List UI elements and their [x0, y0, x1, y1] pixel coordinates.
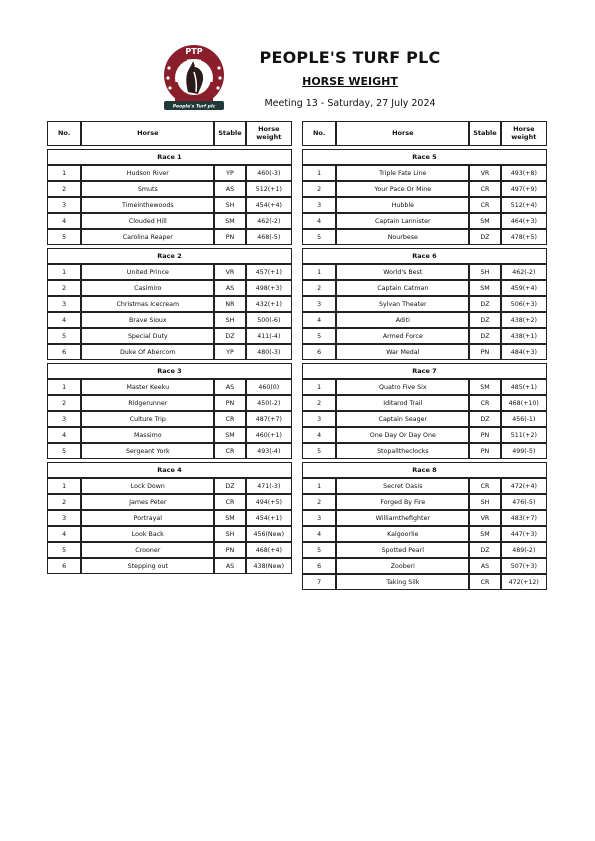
horse-weight: 472(+12) — [501, 574, 547, 590]
horse-number: 6 — [302, 558, 336, 574]
horse-weight: 457(+1) — [246, 264, 292, 280]
header-weight-label: Horse weight — [256, 125, 282, 141]
race-header-row — [47, 248, 292, 264]
horse-number: 1 — [47, 379, 81, 395]
table-row — [302, 558, 547, 574]
race-header-row — [302, 248, 547, 264]
horse-weight: 462(-2) — [501, 264, 547, 280]
column-header-row — [47, 121, 292, 146]
horse-weight: 478(+5) — [501, 229, 547, 245]
stable-code: AS — [214, 558, 245, 574]
horse-name: Carolina Reaper — [81, 229, 214, 245]
header-weight-label: Horse weight — [511, 125, 537, 141]
horse-name: Lock Down — [81, 478, 214, 494]
horse-number: 3 — [47, 296, 81, 312]
horse-number: 5 — [302, 542, 336, 558]
table-row — [47, 510, 292, 526]
horse-number: 4 — [47, 312, 81, 328]
horse-number: 4 — [47, 427, 81, 443]
horse-weight: 489(-2) — [501, 542, 547, 558]
horse-name: World's Best — [336, 264, 469, 280]
horse-number: 6 — [302, 344, 336, 360]
horse-weight: 454(+4) — [246, 197, 292, 213]
logo-banner: People's Turf plc — [172, 104, 216, 110]
horse-number: 4 — [302, 213, 336, 229]
stable-code: CR — [469, 197, 500, 213]
horse-name: Smuts — [81, 181, 214, 197]
stable-code: AS — [469, 558, 500, 574]
horse-weight: 472(+4) — [501, 478, 547, 494]
horse-weight: 460(+1) — [246, 427, 292, 443]
header-stable: Stable — [469, 121, 500, 146]
table-row — [47, 494, 292, 510]
table-row — [302, 427, 547, 443]
table-row — [302, 411, 547, 427]
horse-name: Duke Of Abercorn — [81, 344, 214, 360]
horse-name: Armed Force — [336, 328, 469, 344]
stable-code: VR — [469, 510, 500, 526]
header-stable: Stable — [214, 121, 245, 146]
horse-weight: 511(+2) — [501, 427, 547, 443]
horse-name: One Day Or Day One — [336, 427, 469, 443]
horse-name: Christmas Icecream — [81, 296, 214, 312]
stable-code: SM — [469, 213, 500, 229]
horse-weight: 438(New) — [246, 558, 292, 574]
column-header-row — [302, 121, 547, 146]
race-title: Race 6 — [302, 248, 547, 264]
table-row — [302, 494, 547, 510]
horse-number: 4 — [47, 213, 81, 229]
table-row — [47, 542, 292, 558]
horse-number: 1 — [47, 264, 81, 280]
race-header-row — [47, 363, 292, 379]
table-row — [47, 296, 292, 312]
stable-code: PN — [469, 344, 500, 360]
stable-code: CR — [469, 478, 500, 494]
horse-weight: 468(+10) — [501, 395, 547, 411]
horse-number: 2 — [302, 395, 336, 411]
horse-number: 1 — [302, 478, 336, 494]
horse-name: Hudson River — [81, 165, 214, 181]
horse-weight: 480(-3) — [246, 344, 292, 360]
logo-letters: PTP — [185, 47, 203, 56]
race-title: Race 5 — [302, 149, 547, 165]
stable-code: SM — [469, 526, 500, 542]
race-title: Race 3 — [47, 363, 292, 379]
horse-number: 5 — [302, 443, 336, 459]
horse-name: Sylvan Theater — [336, 296, 469, 312]
stable-code: DZ — [469, 542, 500, 558]
document-header — [0, 0, 595, 118]
horse-number: 2 — [47, 181, 81, 197]
stable-code: SM — [469, 379, 500, 395]
stable-code: AS — [214, 379, 245, 395]
horse-number: 3 — [47, 510, 81, 526]
horse-weight: 494(+5) — [246, 494, 292, 510]
stable-code: DZ — [469, 328, 500, 344]
table-row — [302, 574, 547, 590]
ptp-logo — [158, 42, 230, 114]
table-row — [47, 411, 292, 427]
horse-number: 3 — [47, 411, 81, 427]
table-row — [302, 379, 547, 395]
horse-name: Williamthefighter — [336, 510, 469, 526]
horse-name: Quatro Five Six — [336, 379, 469, 395]
horse-number: 7 — [302, 574, 336, 590]
horse-number: 3 — [302, 296, 336, 312]
stable-code: AS — [214, 280, 245, 296]
horse-weight: 456(-1) — [501, 411, 547, 427]
horse-weight: 462(-2) — [246, 213, 292, 229]
horse-weight: 476(-5) — [501, 494, 547, 510]
stable-code: SM — [214, 213, 245, 229]
table-row — [302, 395, 547, 411]
table-row — [47, 558, 292, 574]
header-horse: Horse — [336, 121, 469, 146]
stable-code: YP — [214, 165, 245, 181]
horse-weight: 512(+4) — [501, 197, 547, 213]
horse-number: 1 — [47, 165, 81, 181]
race-header-row — [302, 149, 547, 165]
horse-name: James Peter — [81, 494, 214, 510]
meeting-info: Meeting 13 - Saturday, 27 July 2024 — [264, 98, 436, 109]
race-header-row — [302, 363, 547, 379]
stable-code: CR — [214, 494, 245, 510]
horse-name: Secret Oasis — [336, 478, 469, 494]
table-row — [47, 379, 292, 395]
table-row — [302, 344, 547, 360]
horse-name: Your Pace Or Mine — [336, 181, 469, 197]
table-row — [302, 181, 547, 197]
table-row — [47, 197, 292, 213]
header-horse: Horse — [81, 121, 214, 146]
horse-number: 4 — [47, 526, 81, 542]
horse-number: 5 — [302, 328, 336, 344]
table-row — [302, 542, 547, 558]
right-column — [302, 121, 547, 590]
stable-code: DZ — [469, 229, 500, 245]
table-row — [47, 443, 292, 459]
table-row — [47, 165, 292, 181]
right-table — [302, 121, 547, 590]
left-table — [47, 121, 292, 574]
horse-weight: 483(+7) — [501, 510, 547, 526]
horse-number: 3 — [302, 197, 336, 213]
horse-weight: 432(+1) — [246, 296, 292, 312]
horse-name: War Medal — [336, 344, 469, 360]
horse-number: 4 — [302, 427, 336, 443]
horse-name: Captain Catman — [336, 280, 469, 296]
stable-code: DZ — [469, 296, 500, 312]
horse-weight: 498(+3) — [246, 280, 292, 296]
horse-number: 2 — [47, 494, 81, 510]
header-weight — [501, 121, 547, 146]
table-row — [47, 344, 292, 360]
horse-name: Hubble — [336, 197, 469, 213]
table-row — [302, 229, 547, 245]
horse-number: 1 — [302, 379, 336, 395]
horse-weight: 493(+8) — [501, 165, 547, 181]
horse-name: Captain Seager — [336, 411, 469, 427]
stable-code: SM — [469, 280, 500, 296]
horse-name: Massimo — [81, 427, 214, 443]
stable-code: SH — [214, 526, 245, 542]
table-row — [302, 197, 547, 213]
horse-weight: 499(-5) — [501, 443, 547, 459]
horse-number: 2 — [302, 280, 336, 296]
stable-code: DZ — [214, 328, 245, 344]
horse-number: 2 — [47, 280, 81, 296]
horse-name: Spotted Pearl — [336, 542, 469, 558]
horse-name: Taking Silk — [336, 574, 469, 590]
stable-code: CR — [469, 574, 500, 590]
table-row — [302, 264, 547, 280]
table-row — [302, 478, 547, 494]
page-subtitle: HORSE WEIGHT — [302, 75, 398, 88]
stable-code: PN — [214, 395, 245, 411]
horse-weight: 500(-6) — [246, 312, 292, 328]
horse-weight: 468(-5) — [246, 229, 292, 245]
stable-code: VR — [469, 165, 500, 181]
horse-weight: 459(+4) — [501, 280, 547, 296]
stable-code: CR — [469, 395, 500, 411]
horse-name: Ridgerunner — [81, 395, 214, 411]
stable-code: PN — [469, 427, 500, 443]
horse-weight: 464(+3) — [501, 213, 547, 229]
horse-number: 5 — [302, 229, 336, 245]
table-row — [47, 478, 292, 494]
table-row — [302, 165, 547, 181]
horse-name: Timeinthewoods — [81, 197, 214, 213]
race-title: Race 4 — [47, 462, 292, 478]
race-header-row — [302, 462, 547, 478]
horse-name: Forged By Fire — [336, 494, 469, 510]
header-no: No. — [302, 121, 336, 146]
table-row — [47, 427, 292, 443]
horse-weight: 411(-4) — [246, 328, 292, 344]
race-title: Race 1 — [47, 149, 292, 165]
horse-name: Portrayal — [81, 510, 214, 526]
horse-weight: 471(-3) — [246, 478, 292, 494]
page-title: PEOPLE'S TURF PLC — [259, 48, 441, 67]
table-row — [302, 328, 547, 344]
table-row — [302, 296, 547, 312]
stable-code: DZ — [469, 312, 500, 328]
horse-number: 4 — [302, 312, 336, 328]
horse-number: 2 — [302, 494, 336, 510]
horse-number: 3 — [302, 510, 336, 526]
horse-number: 3 — [47, 197, 81, 213]
horse-weight: 438(+1) — [501, 328, 547, 344]
horse-number: 1 — [302, 165, 336, 181]
stable-code: CR — [214, 411, 245, 427]
horse-name: Brave Sioux — [81, 312, 214, 328]
horse-weight: 454(+1) — [246, 510, 292, 526]
horse-weight: 456(New) — [246, 526, 292, 542]
horse-name: Crooner — [81, 542, 214, 558]
table-row — [47, 181, 292, 197]
stable-code: DZ — [469, 411, 500, 427]
horse-name: Aditi — [336, 312, 469, 328]
table-row — [302, 526, 547, 542]
horse-number: 6 — [47, 558, 81, 574]
stable-code: DZ — [214, 478, 245, 494]
table-row — [47, 213, 292, 229]
horse-weight: 460(0) — [246, 379, 292, 395]
horse-name: Casimiro — [81, 280, 214, 296]
horse-name: Stepping out — [81, 558, 214, 574]
stable-code: YP — [214, 344, 245, 360]
horse-weight: 450(-2) — [246, 395, 292, 411]
right-body — [302, 146, 547, 590]
stable-code: SM — [214, 427, 245, 443]
table-row — [47, 264, 292, 280]
horse-name: Triple Fate Line — [336, 165, 469, 181]
horse-weight: 484(+3) — [501, 344, 547, 360]
stable-code: SH — [469, 494, 500, 510]
horse-weight: 512(+1) — [246, 181, 292, 197]
horse-weight: 497(+9) — [501, 181, 547, 197]
stable-code: PN — [469, 443, 500, 459]
stable-code: PN — [214, 229, 245, 245]
table-row — [47, 229, 292, 245]
table-row — [47, 312, 292, 328]
horse-name: Special Duty — [81, 328, 214, 344]
stable-code: PN — [214, 542, 245, 558]
race-header-row — [47, 462, 292, 478]
horse-name: Culture Trip — [81, 411, 214, 427]
horse-number: 4 — [302, 526, 336, 542]
table-row — [302, 213, 547, 229]
horse-name: United Prince — [81, 264, 214, 280]
horse-name: Stopalltheclocks — [336, 443, 469, 459]
race-title: Race 2 — [47, 248, 292, 264]
stable-code: AS — [214, 181, 245, 197]
race-title: Race 8 — [302, 462, 547, 478]
horse-weight: 460(-3) — [246, 165, 292, 181]
horse-weight: 507(+3) — [501, 558, 547, 574]
horse-name: Zooberi — [336, 558, 469, 574]
horse-weight: 447(+3) — [501, 526, 547, 542]
horse-name: Sergeant York — [81, 443, 214, 459]
stable-code: NR — [214, 296, 245, 312]
table-row — [47, 280, 292, 296]
horse-weight: 487(+7) — [246, 411, 292, 427]
stable-code: SM — [214, 510, 245, 526]
race-title: Race 7 — [302, 363, 547, 379]
horse-weight: 506(+3) — [501, 296, 547, 312]
race-header-row — [47, 149, 292, 165]
horse-number: 5 — [47, 542, 81, 558]
table-row — [302, 443, 547, 459]
logo-est: EST 2023 — [186, 58, 202, 62]
left-column — [47, 121, 292, 574]
table-row — [302, 510, 547, 526]
horse-number: 5 — [47, 328, 81, 344]
horse-number: 2 — [302, 181, 336, 197]
horse-weight: 493(-4) — [246, 443, 292, 459]
table-row — [302, 312, 547, 328]
horse-name: Clouded Hill — [81, 213, 214, 229]
stable-code: CR — [469, 181, 500, 197]
horse-number: 1 — [47, 478, 81, 494]
stable-code: VR — [214, 264, 245, 280]
horse-number: 1 — [302, 264, 336, 280]
stable-code: SH — [214, 197, 245, 213]
table-row — [47, 526, 292, 542]
horse-number: 2 — [47, 395, 81, 411]
horse-name: Iditarod Trail — [336, 395, 469, 411]
header-weight — [246, 121, 292, 146]
horse-name: Look Back — [81, 526, 214, 542]
horse-name: Master Keeku — [81, 379, 214, 395]
horse-number: 3 — [302, 411, 336, 427]
horse-weight: 438(+2) — [501, 312, 547, 328]
horse-name: Captain Lannister — [336, 213, 469, 229]
stable-code: SH — [214, 312, 245, 328]
horse-number: 5 — [47, 229, 81, 245]
header-no: No. — [47, 121, 81, 146]
horse-name: Kalgoorlie — [336, 526, 469, 542]
table-row — [47, 395, 292, 411]
horse-number: 6 — [47, 344, 81, 360]
horse-name: Nourbese — [336, 229, 469, 245]
table-row — [302, 280, 547, 296]
left-body — [47, 146, 292, 574]
stable-code: SH — [469, 264, 500, 280]
horse-number: 5 — [47, 443, 81, 459]
stable-code: CR — [214, 443, 245, 459]
horse-weight: 485(+1) — [501, 379, 547, 395]
table-row — [47, 328, 292, 344]
horse-weight: 468(+4) — [246, 542, 292, 558]
